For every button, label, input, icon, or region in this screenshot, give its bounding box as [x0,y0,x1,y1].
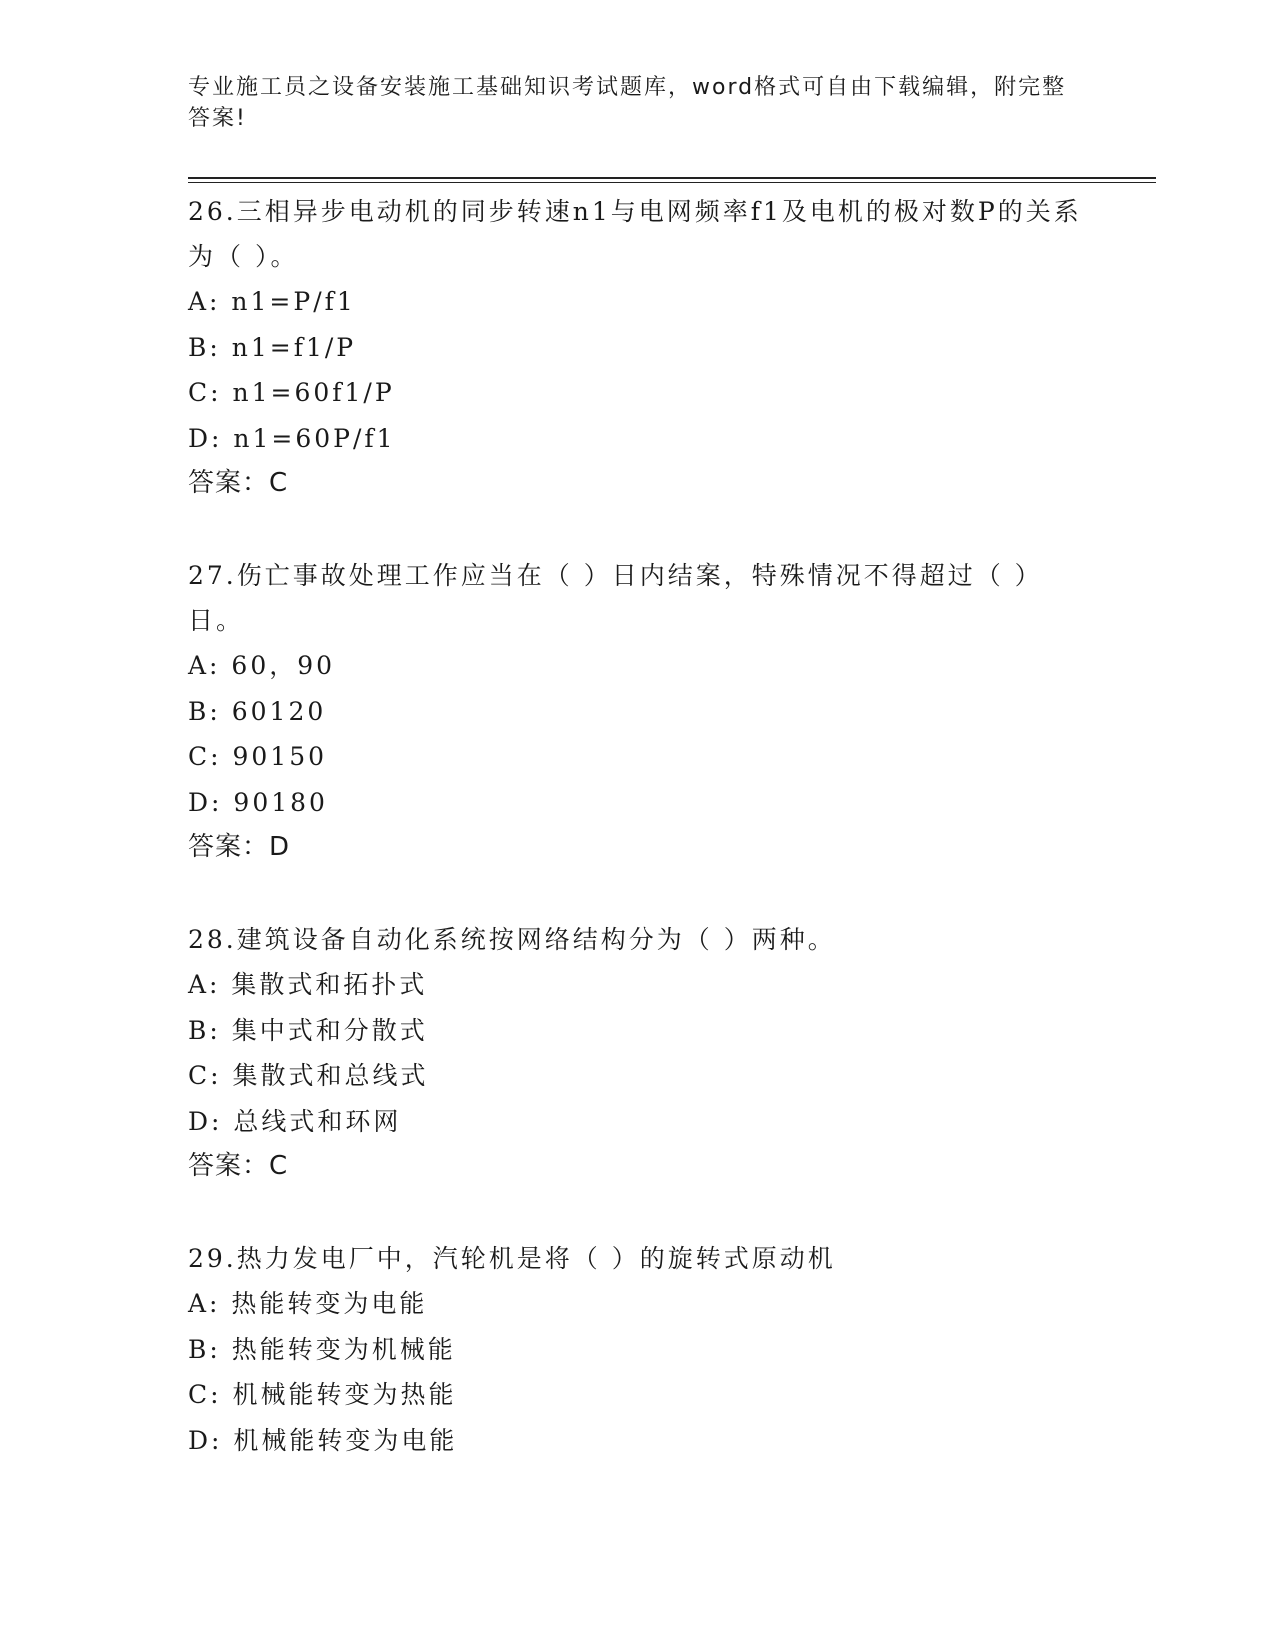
option-d: D: 总线式和环网 [188,1106,402,1136]
header-divider-thick [188,177,1156,179]
option-c: C: n1=60f1/P [188,378,395,407]
question-29 [188,1236,1088,1463]
option-a: A: 集散式和拓扑式 [188,970,428,999]
header-divider-thin [188,182,1156,183]
option-b: B: 60120 [188,696,327,726]
option-c: C: 机械能转变为热能 [188,1380,457,1409]
question-26 [188,189,1088,506]
answer: 答案：C [188,468,289,498]
option-d: D: 90180 [188,787,328,817]
option-d: D: 机械能转变为电能 [188,1425,458,1455]
question-28 [188,917,1088,1189]
document-header: 专业施工员之设备安装施工基础知识考试题库，word格式可自由下载编辑，附完整答案! [188,75,1067,131]
option-b: B: 热能转变为机械能 [188,1334,456,1364]
question-stem: 29.热力发电厂中，汽轮机是将（ ）的旋转式原动机 [188,1244,836,1273]
option-c: C: 集散式和总线式 [188,1061,429,1090]
answer: 答案：C [188,1151,289,1181]
option-b: B: n1=f1/P [188,332,357,362]
option-d: D: n1=60P/f1 [188,423,396,453]
option-a: A: 60，90 [188,651,336,680]
question-27 [188,553,1088,870]
option-a: A: 热能转变为电能 [188,1289,428,1318]
question-stem: 27.伤亡事故处理工作应当在（ ）日内结案，特殊情况不得超过（ ）日。 [188,561,1043,635]
answer: 答案：D [188,832,291,862]
question-stem: 28.建筑设备自动化系统按网络结构分为（ ）两种。 [188,925,836,954]
question-stem: 26.三相异步电动机的同步转速n1与电网频率f1及电机的极对数P的关系为（ ）。 [188,197,1082,271]
option-a: A: n1=P/f1 [188,287,356,316]
option-b: B: 集中式和分散式 [188,1015,428,1045]
option-c: C: 90150 [188,742,328,771]
